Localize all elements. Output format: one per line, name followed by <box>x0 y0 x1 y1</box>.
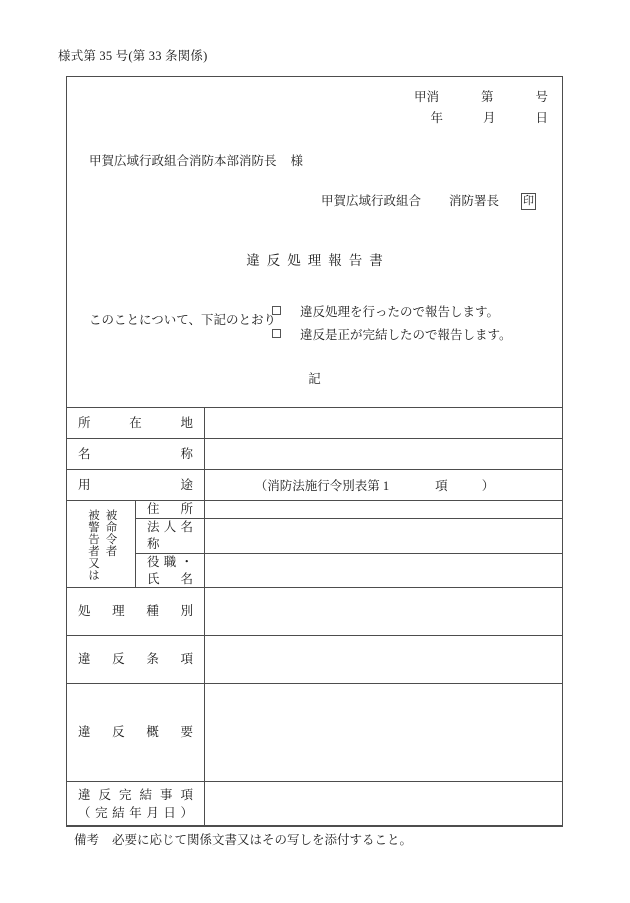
option-row[interactable] <box>272 322 512 345</box>
table-row <box>67 553 563 588</box>
option-row[interactable] <box>272 299 512 322</box>
table-row <box>67 782 563 827</box>
table-row <box>67 518 563 553</box>
option-label: 違反処理を行ったので報告します。 <box>300 304 500 319</box>
doc-no-gou: 号 <box>535 90 548 104</box>
table-row <box>67 501 563 519</box>
label-text: 法人名称 <box>147 519 193 551</box>
table-row <box>67 588 563 636</box>
checkbox-violation-corrected[interactable] <box>272 329 281 338</box>
label-person-title-name <box>136 553 205 588</box>
lead-text: このことについて、下記のとおり <box>89 313 277 327</box>
footnote-label: 備考 <box>74 833 100 847</box>
value-violation-summary[interactable] <box>205 684 563 782</box>
table-row <box>67 408 563 439</box>
label-person-vertical <box>67 501 136 588</box>
date-month: 月 <box>482 111 496 125</box>
addressee-name: 甲賀広域行政組合消防本部消防長 <box>89 154 277 168</box>
vertical-label-outer: 被警告者又は <box>87 509 99 582</box>
sender-organization: 甲賀広域行政組合 <box>320 194 421 208</box>
report-type-options <box>272 299 512 345</box>
label-text: 処理種別 <box>78 604 193 619</box>
table-row <box>67 684 563 782</box>
label-violation-article <box>67 636 205 684</box>
use-note-open: （消防法施行令別表第 1 <box>254 479 390 493</box>
addressee-line <box>89 151 303 169</box>
value-completion[interactable] <box>205 782 563 827</box>
document-date-line <box>414 108 548 129</box>
value-handling-type[interactable] <box>205 588 563 636</box>
value-use[interactable] <box>205 470 563 501</box>
label-text: 役職・氏名 <box>147 554 193 586</box>
label-text-secondary: （完結年月日） <box>78 806 193 821</box>
label-violation-summary <box>67 684 205 782</box>
seal-box: 印 <box>521 193 536 210</box>
checkbox-violation-handled[interactable] <box>272 306 281 315</box>
lead-section <box>67 299 562 345</box>
label-text: 違反条項 <box>78 652 193 667</box>
use-note-close: ） <box>481 479 495 493</box>
form-number: 様式第 35 号(第 33 条関係) <box>58 49 208 63</box>
use-note <box>205 476 562 494</box>
addressee-honorific: 様 <box>290 154 304 168</box>
footnote <box>74 830 412 848</box>
value-person-corporate-name[interactable] <box>205 518 563 553</box>
label-text: 所在地 <box>78 415 193 430</box>
vertical-label-inner: 被命令者 <box>104 509 117 558</box>
use-note-item: 項 <box>435 479 448 493</box>
sender-line <box>321 191 536 210</box>
value-person-title-name[interactable] <box>205 553 563 588</box>
label-text: 名称 <box>78 446 193 461</box>
doc-no-dai: 第 <box>480 90 494 104</box>
table-row <box>67 439 563 470</box>
label-completion <box>67 782 205 827</box>
label-text: 違反概要 <box>78 725 193 740</box>
form-header-area <box>67 77 562 407</box>
label-handling-type <box>67 588 205 636</box>
value-location[interactable] <box>205 408 563 439</box>
label-text: 違反完結事項 <box>78 787 193 802</box>
value-name[interactable] <box>205 439 563 470</box>
page-title: 違反処理報告書 <box>246 253 390 268</box>
table-row <box>67 636 563 684</box>
table-row <box>67 470 563 501</box>
label-text: 用途 <box>78 477 193 492</box>
doc-no-prefix: 甲消 <box>413 90 439 104</box>
label-use <box>67 470 205 501</box>
value-person-address[interactable] <box>205 501 563 519</box>
label-person-address <box>136 501 205 519</box>
form-table <box>66 407 563 827</box>
ki-mark: 記 <box>308 372 321 386</box>
date-day: 日 <box>535 111 548 125</box>
document-number-block <box>414 87 548 129</box>
form-frame <box>66 76 563 826</box>
label-name <box>67 439 205 470</box>
document-number-line <box>414 87 548 108</box>
date-year: 年 <box>430 111 443 125</box>
sender-title: 消防署長 <box>448 194 499 208</box>
label-text: 住所 <box>147 502 193 516</box>
option-label: 違反是正が完結したので報告します。 <box>300 327 512 342</box>
value-violation-article[interactable] <box>205 636 563 684</box>
footnote-text: 必要に応じて関係文書又はその写しを添付すること。 <box>112 833 413 847</box>
label-location <box>67 408 205 439</box>
label-person-corporate-name <box>136 518 205 553</box>
